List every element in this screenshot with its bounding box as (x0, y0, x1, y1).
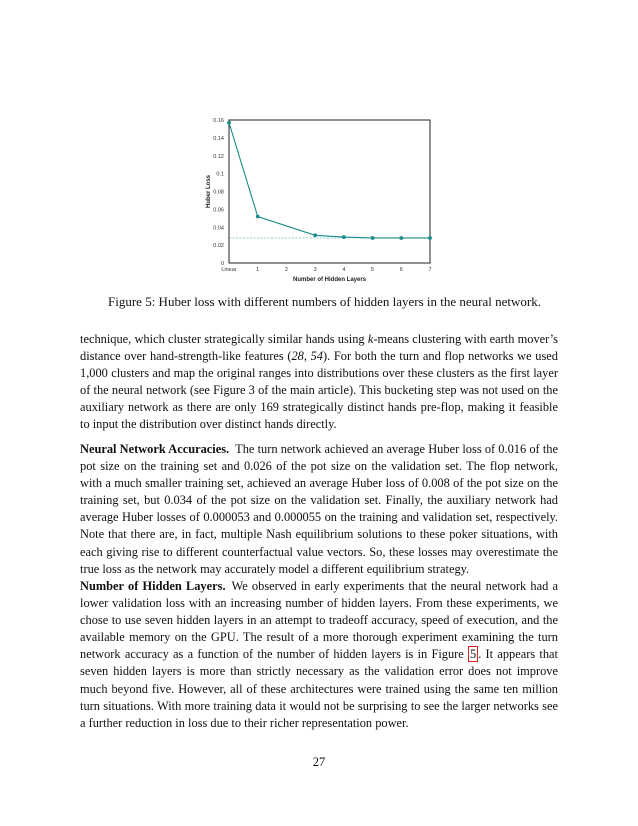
y-tick-label: 0 (220, 261, 224, 267)
p2-body: The turn network achieved an average Huber loss of 0.016 of the pot size on the training set and 0.026 of the pot size on the validation set. The flop network, with a much smaller training set, achieved an average Huber loss of 0.008 of the pot size on the training set, but 0.034 of the pot size on the validation set. Finally, the auxiliary network had average Huber losses of 0.000053 and 0.000055 on the training and validation set, respectively. Note that there are, in fact, multiple Nash equilibrium solutions to these poker situations, with each giving rise to different counterfactual value vectors. So, these losses may overestimate the true loss as the network may accurately model a different equilibrium strategy. (80, 442, 558, 576)
y-tick-label: 0.02 (213, 243, 224, 250)
x-tick-label: 2 (284, 267, 288, 273)
data-point (371, 236, 375, 240)
data-point (342, 235, 346, 239)
y-tick-label: 0.04 (213, 225, 224, 232)
paragraph-hidden-layers (80, 578, 558, 732)
p1-citation[interactable]: 28, 54 (291, 349, 323, 364)
paragraph-clustering (80, 331, 558, 434)
x-axis-label: Number of Hidden Layers (292, 277, 367, 283)
p1-k-variable: k (367, 332, 374, 346)
paragraph-accuracies (80, 441, 558, 578)
data-point (313, 233, 317, 237)
x-tick-label: Linear (221, 267, 237, 273)
section-heading-hidden-layers: Number of Hidden Layers. (80, 579, 226, 593)
p1-text-3: ). For both the turn and flop networks we used 1,000 clusters and map the original ranges into distributions over these clusters as the first layer of the neural network (see Figure 3 of the main article). This bucketing step was not used on the auxiliary network as there are only 169 strategically distinct hands pre-flop, making it feasible to input the distribution over distinct hands directly. (80, 349, 558, 432)
page-number: 27 (312, 755, 326, 769)
figure-caption: Figure 5: Huber loss with different numbers of hidden layers in the neural network. (108, 294, 541, 309)
y-tick-label: 0.12 (213, 153, 224, 160)
series-line (229, 123, 430, 238)
huber-loss-chart (180, 108, 450, 283)
data-point (399, 236, 403, 240)
x-tick-label: 3 (313, 267, 317, 273)
x-tick-label: 5 (371, 267, 375, 273)
y-tick-label: 0.16 (213, 118, 224, 124)
data-point (428, 236, 432, 240)
section-heading-accuracies: Neural Network Accuracies. (80, 442, 230, 456)
data-point (227, 121, 231, 125)
plot-frame (229, 120, 430, 263)
data-point (256, 215, 260, 219)
p3-body-1: We observed in early experiments that the neural network had a lower validation loss with an increasing number of hidden layers. From these experiments, we chose to use seven hidden layers in an attempt to tradeoff accuracy, speed of execution, and the available memory on the GPU. The result of a more thorough experiment examining the turn network accuracy as a function of the number of hidden layers is in Figure (80, 579, 558, 662)
figure-5-link[interactable]: 5 (470, 647, 477, 662)
y-tick-label: 0.08 (213, 189, 224, 196)
x-tick-label: 1 (256, 267, 260, 273)
p1-text-2: -means clustering with earth mover’s distance over hand-strength-like features ( (80, 332, 558, 364)
y-tick-label: 0.1 (216, 171, 224, 178)
figure-5 (180, 108, 450, 283)
y-tick-label: 0.06 (213, 207, 224, 214)
p1-text-1: technique, which cluster strategically similar hands using (80, 332, 368, 346)
x-tick-label: 7 (428, 267, 432, 273)
p3-body-2: . It appears that seven hidden layers is more than strictly necessary as the validation error does not improve much beyond five. However, all of these architectures were trained using the same ten million turn situations. With more training data it would not be surprising to see the larger networks see a further reduction in loss due to their richer representation power. (80, 647, 558, 730)
y-axis-label: Huber Loss (206, 174, 212, 209)
y-tick-label: 0.14 (213, 135, 224, 142)
x-tick-label: 4 (342, 267, 346, 273)
x-tick-label: 6 (399, 267, 403, 273)
